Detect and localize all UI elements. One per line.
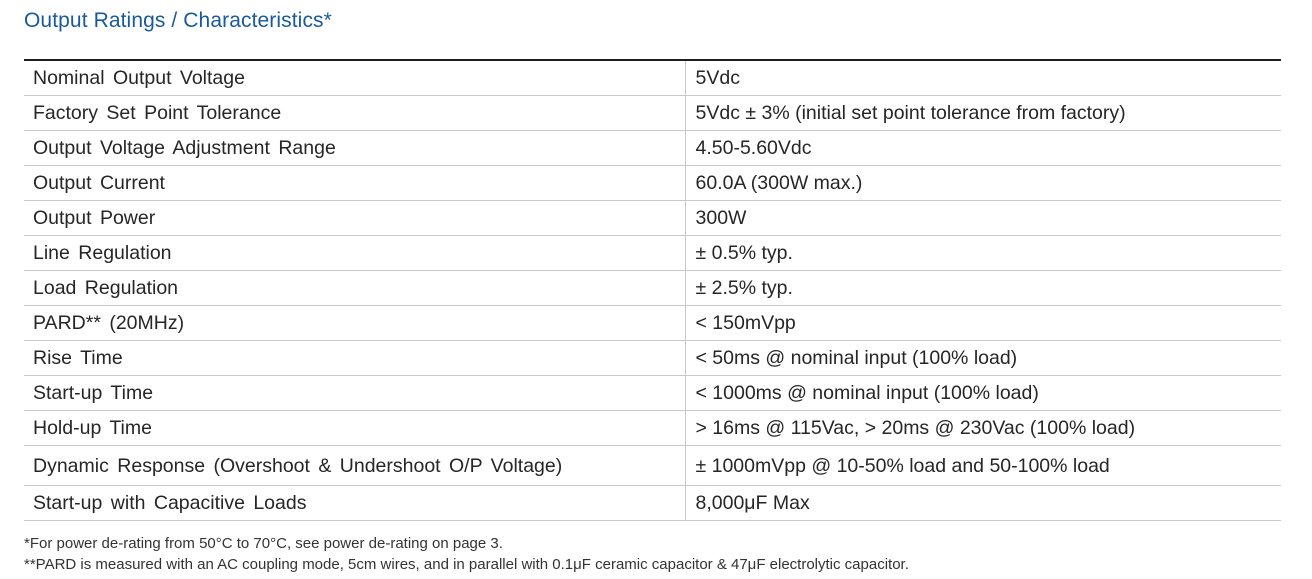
table-row: [24, 271, 1281, 306]
footnote-derating: *For power de-rating from 50°C to 70°C, see power de-rating on page 3.: [24, 535, 503, 552]
value-cell: > 16ms @ 115Vac, > 20ms @ 230Vac (100% load): [685, 411, 1281, 446]
parameter-cell: Start-up Time: [24, 376, 685, 411]
parameter-cell: Output Voltage Adjustment Range: [24, 131, 685, 166]
table-row: [24, 376, 1281, 411]
footnotes: [24, 533, 909, 575]
value-cell: 5Vdc ± 3% (initial set point tolerance from factory): [685, 96, 1281, 131]
parameter-cell: Output Current: [24, 166, 685, 201]
table-row: [24, 486, 1281, 521]
table-row: [24, 236, 1281, 271]
parameter-cell: Start-up with Capacitive Loads: [24, 486, 685, 521]
parameter-cell: Factory Set Point Tolerance: [24, 96, 685, 131]
table-row: [24, 96, 1281, 131]
value-cell: < 1000ms @ nominal input (100% load): [685, 376, 1281, 411]
table-row: [24, 131, 1281, 166]
output-ratings-table: [24, 59, 1281, 521]
parameter-cell: Line Regulation: [24, 236, 685, 271]
value-cell: < 150mVpp: [685, 306, 1281, 341]
value-cell: ± 1000mVpp @ 10-50% load and 50-100% load: [685, 446, 1281, 486]
table-row: [24, 306, 1281, 341]
table-row: [24, 341, 1281, 376]
parameter-cell: PARD** (20MHz): [24, 306, 685, 341]
parameter-cell: Hold-up Time: [24, 411, 685, 446]
parameter-cell: Output Power: [24, 201, 685, 236]
value-cell: ± 2.5% typ.: [685, 271, 1281, 306]
table-row: [24, 60, 1281, 96]
value-cell: 60.0A (300W max.): [685, 166, 1281, 201]
parameter-cell: Nominal Output Voltage: [24, 60, 685, 96]
table-row: [24, 446, 1281, 486]
value-cell: 8,000μF Max: [685, 486, 1281, 521]
value-cell: < 50ms @ nominal input (100% load): [685, 341, 1281, 376]
table-row: [24, 411, 1281, 446]
section-title: Output Ratings / Characteristics*: [24, 9, 332, 32]
footnote-pard: **PARD is measured with an AC coupling mode, 5cm wires, and in parallel with 0.1μF ceramic capacitor & 47μF electrolytic capacitor.: [24, 556, 909, 573]
table-row: [24, 201, 1281, 236]
value-cell: 4.50-5.60Vdc: [685, 131, 1281, 166]
parameter-cell: Rise Time: [24, 341, 685, 376]
table-row: [24, 166, 1281, 201]
parameter-cell: Load Regulation: [24, 271, 685, 306]
value-cell: 300W: [685, 201, 1281, 236]
parameter-cell: Dynamic Response (Overshoot & Undershoot O/P Voltage): [24, 446, 685, 486]
value-cell: ± 0.5% typ.: [685, 236, 1281, 271]
value-cell: 5Vdc: [685, 60, 1281, 96]
